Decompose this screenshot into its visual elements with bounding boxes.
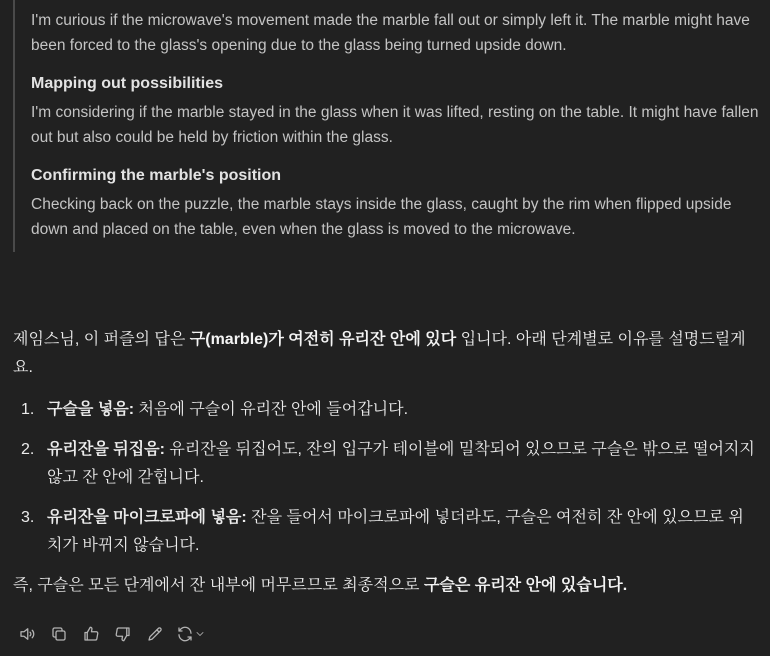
reasoning-heading: Confirming the marble's position [31,167,282,184]
chevron-down-icon [194,628,206,640]
thumbs-down-button[interactable] [109,621,137,647]
regenerate-icon [176,625,194,643]
list-number: 3. [21,509,35,526]
step-text: 잔을 들어서 마이크로파에 넣더라도, 구슬은 여전히 잔 안에 있으므로 위치가 바뀌지 않습니다. [47,509,744,554]
step-text: 처음에 구슬이 유리잔 안에 들어갑니다. [134,401,409,418]
thumbs-down-icon [114,625,132,643]
intro-text-end: 입니다. 아래 단계별로 이유를 설명드릴게요. [13,331,746,376]
assistant-answer [13,326,758,600]
intro-text: 제임스님, 이 퍼즐의 답은 [13,331,190,348]
list-number: 2. [21,441,35,458]
list-item [13,504,758,560]
conclusion-bold-text: 구슬은 유리잔 안에 있습니다. [423,577,628,594]
reasoning-text: I'm considering if the marble stayed in the glass when it was lifted, resting on the table. It might have fallen out but also could be held by friction within the glass. [31,104,759,146]
conclusion-text: 즉, 구슬은 모든 단계에서 잔 내부에 머무르므로 최종적으로 [13,577,424,594]
intro-bold-text: 구(marble)가 여전히 유리잔 안에 있다 [189,331,457,348]
thumbs-up-button[interactable] [77,621,105,647]
step-title: 구슬을 넣음: [47,401,135,418]
step-text: 유리잔을 뒤집어도, 잔의 입구가 테이블에 밀착되어 있으므로 구슬은 밖으로 떨어지지 않고 잔 안에 갇힙니다. [47,441,755,486]
edit-button[interactable] [141,621,169,647]
reasoning-heading: Mapping out possibilities [31,75,223,92]
edit-icon [146,625,164,643]
reasoning-text: I'm curious if the microwave's movement made the marble fall out or simply left it. The marble might have been forced to the glass's opening due to the glass being turned upside down. [31,12,750,54]
regenerate-button[interactable] [173,621,209,647]
list-number: 1. [21,401,35,418]
steps-list [13,396,758,560]
answer-intro [13,326,758,382]
reasoning-block [13,0,770,252]
message-actions-toolbar [13,621,209,647]
copy-button[interactable] [45,621,73,647]
list-item [13,396,758,424]
read-aloud-button[interactable] [13,621,41,647]
answer-conclusion [13,572,758,600]
step-title: 유리잔을 마이크로파에 넣음: [47,509,247,526]
thumbs-up-icon [82,625,100,643]
reasoning-heading [31,0,770,4]
list-item [13,436,758,492]
read-aloud-icon [18,625,36,643]
copy-icon [50,625,68,643]
step-title: 유리잔을 뒤집음: [47,441,165,458]
reasoning-text: Checking back on the puzzle, the marble stays inside the glass, caught by the rim when flipped upside down and placed on the table, even when the glass is moved to the microwave. [31,196,732,238]
